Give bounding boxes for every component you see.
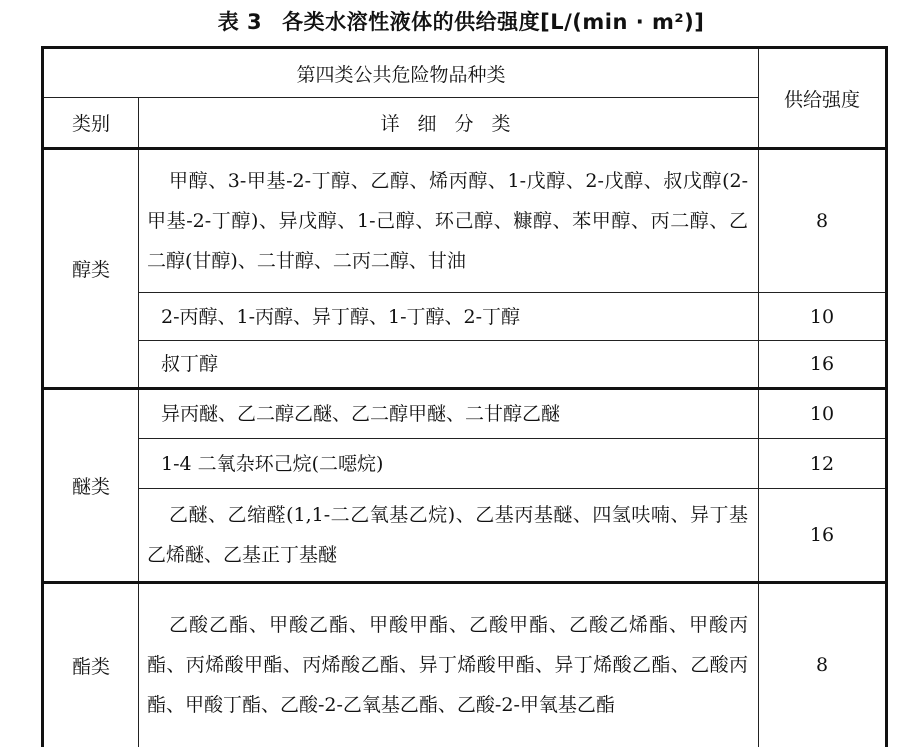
intensity-value: 10 bbox=[759, 389, 887, 439]
detail-cell: 乙酸乙酯、甲酸乙酯、甲酸甲酯、乙酸甲酯、乙酸乙烯酯、甲酸丙酯、丙烯酸甲酯、丙烯酸乙酯、异丁烯酸甲酯、异丁烯酸乙酯、乙酸丙酯、甲酸丁酯、乙酸-2-乙氧基乙酯、乙酸-2-甲氧基乙酯 bbox=[139, 583, 759, 747]
detail-cell: 1-4 二氧杂环己烷(二噁烷) bbox=[139, 439, 759, 489]
intensity-value: 10 bbox=[759, 293, 887, 341]
category-alcohols: 醇类 bbox=[43, 149, 139, 389]
header-detail: 详 细 分 类 bbox=[139, 98, 759, 149]
detail-cell: 2-丙醇、1-丙醇、异丁醇、1-丁醇、2-丁醇 bbox=[139, 293, 759, 341]
table-number: 表 3 bbox=[217, 10, 263, 34]
intensity-value: 12 bbox=[759, 439, 887, 489]
detail-cell: 乙醚、乙缩醛(1,1-二乙氧基乙烷)、乙基丙基醚、四氢呋喃、异丁基乙烯醚、乙基正丁基醚 bbox=[139, 489, 759, 583]
table-title: 各类水溶性液体的供给强度[L/(min · m²)] bbox=[282, 10, 705, 34]
detail-cell: 甲醇、3-甲基-2-丁醇、乙醇、烯丙醇、1-戊醇、2-戊醇、叔戊醇(2-甲基-2-丁醇)、异戊醇、1-己醇、环己醇、糠醇、苯甲醇、丙二醇、乙二醇(甘醇)、二甘醇、二丙二醇、甘油 bbox=[139, 149, 759, 293]
intensity-value: 8 bbox=[759, 149, 887, 293]
intensity-value: 16 bbox=[759, 341, 887, 389]
intensity-value: 16 bbox=[759, 489, 887, 583]
detail-cell: 叔丁醇 bbox=[139, 341, 759, 389]
category-esters: 酯类 bbox=[43, 583, 139, 747]
category-ethers: 醚类 bbox=[43, 389, 139, 583]
intensity-value: 8 bbox=[759, 583, 887, 747]
header-category: 类别 bbox=[43, 98, 139, 149]
header-intensity: 供给强度 bbox=[759, 48, 887, 149]
detail-cell: 异丙醚、乙二醇乙醚、乙二醇甲醚、二甘醇乙醚 bbox=[139, 389, 759, 439]
table-caption bbox=[0, 6, 922, 36]
header-group: 第四类公共危险物品种类 bbox=[43, 48, 759, 98]
intensity-table bbox=[41, 46, 888, 747]
